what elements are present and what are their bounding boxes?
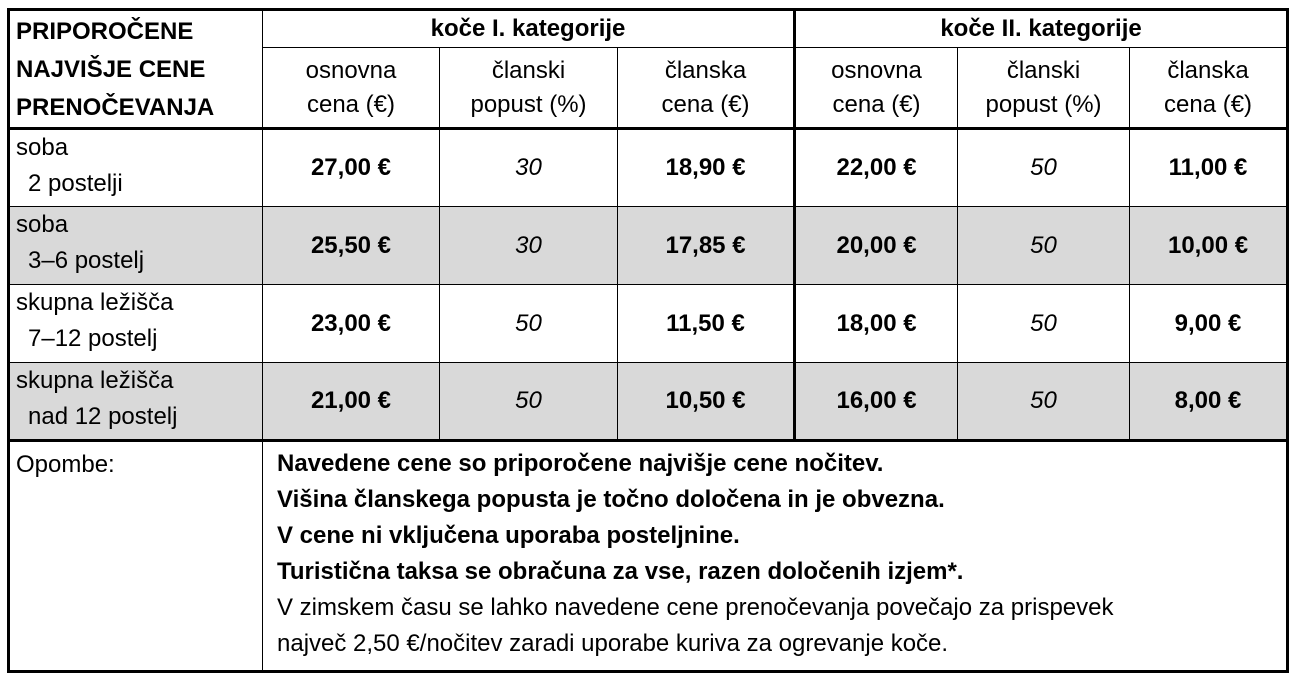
category-1-header: koče I. kategorije bbox=[263, 10, 795, 48]
note-line: Višina članskega popusta je točno določena in je obvezna. bbox=[277, 486, 945, 513]
note-line: V cene ni vključena uporaba posteljnine. bbox=[277, 522, 740, 549]
note-line: Turistična taksa se obračuna za vse, razen določenih izjem*. bbox=[277, 558, 964, 585]
title-line-3: PRENOČEVANJA bbox=[16, 94, 215, 121]
subheader-member-price-2: članska cena (€) bbox=[1130, 48, 1288, 129]
subheader-member-price-1: članska cena (€) bbox=[618, 48, 795, 129]
base-price-cell: 27,00 € bbox=[263, 129, 440, 207]
discount-cell: 50 bbox=[958, 129, 1130, 207]
note-line-fuel: največ 2,50 €/nočitev zaradi uporabe kuriva za ogrevanje koče. bbox=[277, 630, 949, 657]
price-table-container bbox=[7, 8, 1289, 673]
title-line-1: PRIPOROČENE bbox=[16, 18, 194, 45]
discount-cell: 50 bbox=[440, 285, 618, 363]
table-row bbox=[9, 285, 1288, 363]
discount-cell: 50 bbox=[440, 363, 618, 441]
price-table bbox=[7, 8, 1289, 673]
discount-cell: 30 bbox=[440, 207, 618, 285]
notes-content bbox=[263, 441, 1288, 672]
table-row bbox=[9, 363, 1288, 441]
discount-cell: 30 bbox=[440, 129, 618, 207]
row-label: soba 2 postelji bbox=[9, 129, 263, 207]
notes-label: Opombe: bbox=[9, 441, 263, 672]
base-price-cell: 25,50 € bbox=[263, 207, 440, 285]
title-line-2: NAJVIŠJE CENE bbox=[16, 56, 206, 83]
subheader-member-discount-2: članski popust (%) bbox=[958, 48, 1130, 129]
discount-cell: 50 bbox=[958, 285, 1130, 363]
table-row bbox=[9, 129, 1288, 207]
table-title bbox=[9, 10, 263, 129]
base-price-cell: 23,00 € bbox=[263, 285, 440, 363]
member-price-cell: 18,90 € bbox=[618, 129, 795, 207]
base-price-cell: 21,00 € bbox=[263, 363, 440, 441]
base-price-cell: 22,00 € bbox=[795, 129, 958, 207]
member-price-cell: 10,50 € bbox=[618, 363, 795, 441]
row-label: soba 3–6 postelj bbox=[9, 207, 263, 285]
discount-cell: 50 bbox=[958, 207, 1130, 285]
subheader-base-price-1: osnovna cena (€) bbox=[263, 48, 440, 129]
member-price-cell: 8,00 € bbox=[1130, 363, 1288, 441]
member-price-cell: 11,00 € bbox=[1130, 129, 1288, 207]
note-line-winter: V zimskem času se lahko navedene cene prenočevanja povečajo za prispevek bbox=[277, 594, 1114, 621]
base-price-cell: 16,00 € bbox=[795, 363, 958, 441]
subheader-base-price-2: osnovna cena (€) bbox=[795, 48, 958, 129]
member-price-cell: 9,00 € bbox=[1130, 285, 1288, 363]
header-row-categories bbox=[9, 10, 1288, 48]
row-label: skupna ležišča nad 12 postelj bbox=[9, 363, 263, 441]
base-price-cell: 18,00 € bbox=[795, 285, 958, 363]
notes-row bbox=[9, 441, 1288, 672]
note-line: Navedene cene so priporočene najvišje cene nočitev. bbox=[277, 450, 884, 477]
table-row bbox=[9, 207, 1288, 285]
category-2-header: koče II. kategorije bbox=[795, 10, 1288, 48]
subheader-member-discount-1: članski popust (%) bbox=[440, 48, 618, 129]
member-price-cell: 11,50 € bbox=[618, 285, 795, 363]
row-label: skupna ležišča 7–12 postelj bbox=[9, 285, 263, 363]
member-price-cell: 10,00 € bbox=[1130, 207, 1288, 285]
discount-cell: 50 bbox=[958, 363, 1130, 441]
member-price-cell: 17,85 € bbox=[618, 207, 795, 285]
base-price-cell: 20,00 € bbox=[795, 207, 958, 285]
